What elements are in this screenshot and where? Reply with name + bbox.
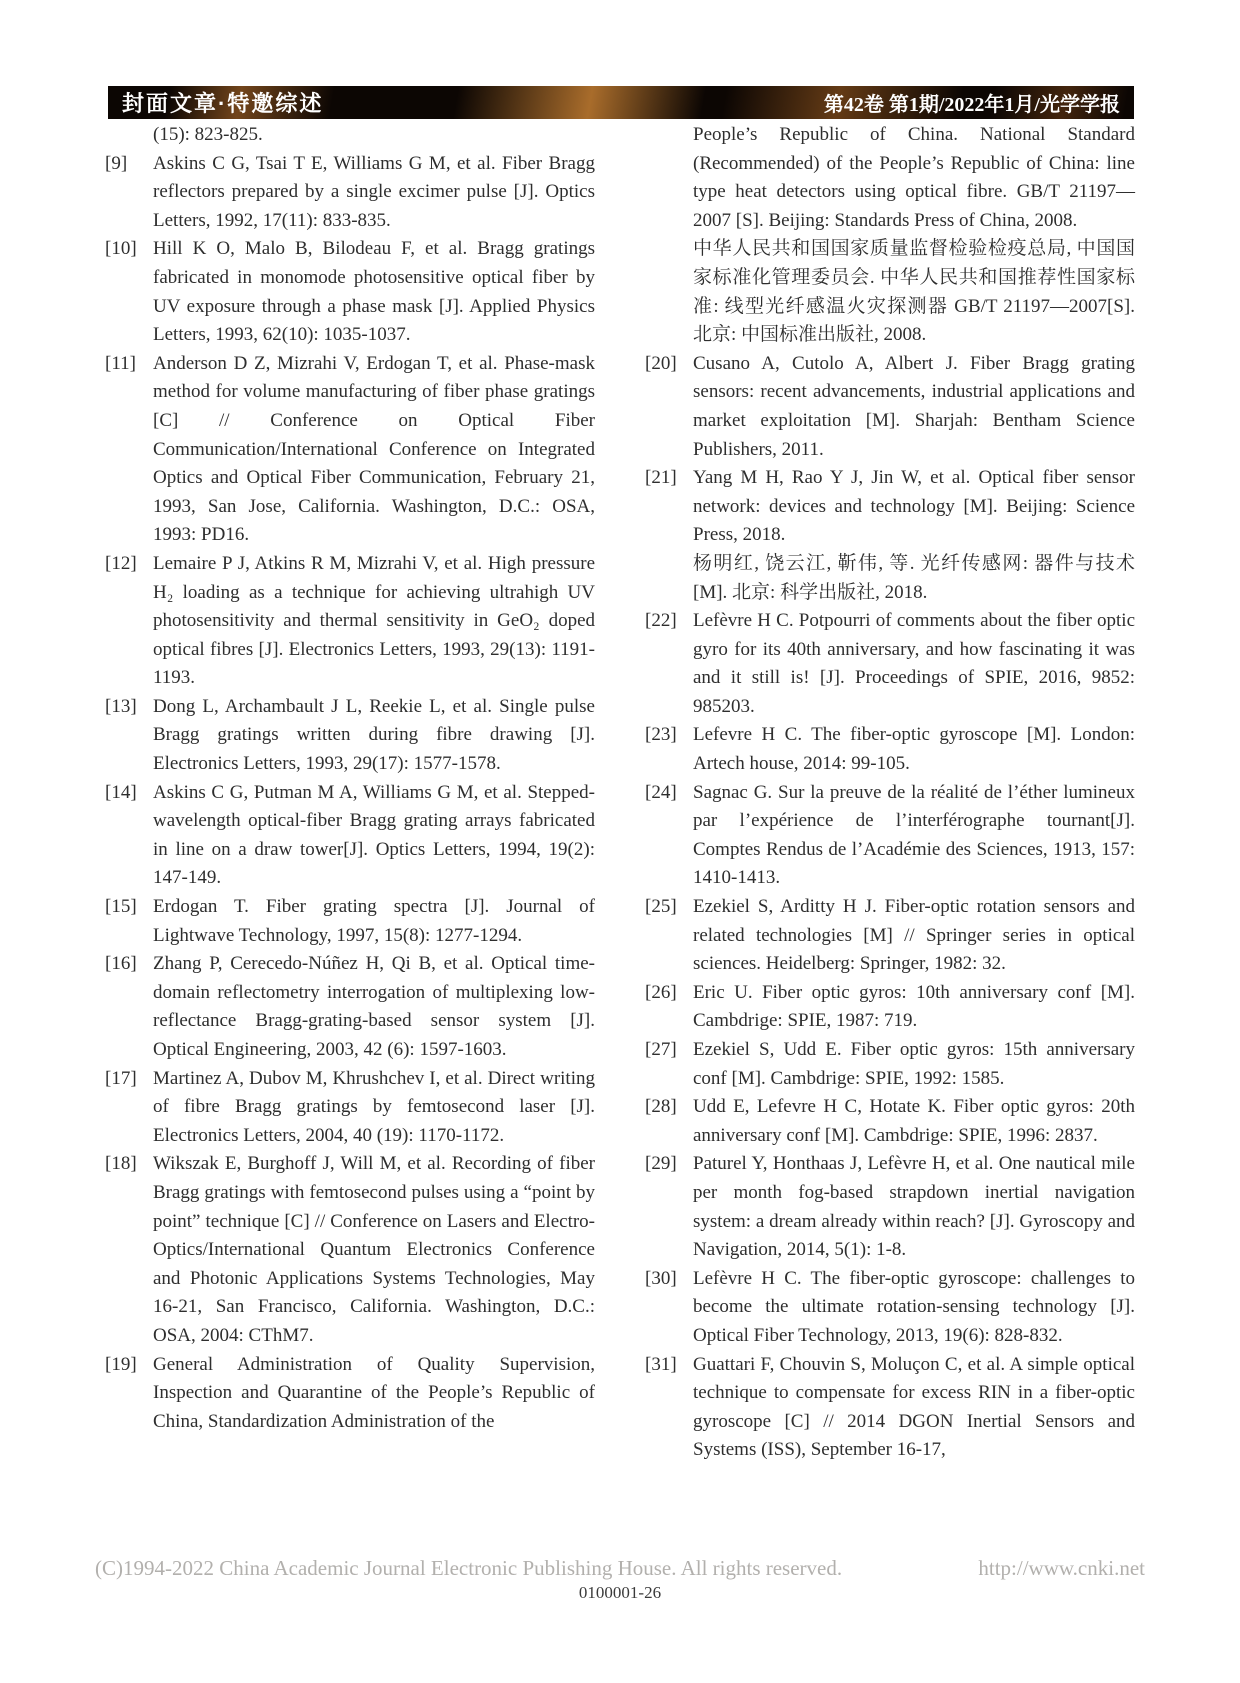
reference-number: [20] (645, 352, 677, 374)
reference-text-cn: 中华人民共和国国家质量监督检验检疫总局, 中国国家标准化管理委员会. 中华人民共和国推荐性国家标准: 线型光纤感温火灾探测器 GB/T 21197—2007[S]. 北京: 中国标准出版社, 2008. (693, 238, 1135, 346)
reference-text: Udd E, Lefevre H C, Hotate K. Fiber optic gyros: 20th anniversary conf [M]. Cambdrige: SPIE, 1996: 2837. (693, 1096, 1135, 1146)
reference-item (645, 464, 1135, 607)
reference-item (105, 693, 595, 779)
reference-number: [23] (645, 724, 677, 746)
reference-text: Eric U. Fiber optic gyros: 10th anniversary conf [M]. Cambdrige: SPIE, 1987: 719. (693, 981, 1135, 1032)
reference-item (105, 350, 595, 550)
reference-text: Askins C G, Putman M A, Williams G M, et al. Stepped-wavelength optical-fiber Bragg grating arrays fabricated in line on a draw tower[J]. Optics Letters, 1994, 19(2): 147-149. (153, 781, 595, 889)
reference-number: [28] (645, 1096, 677, 1118)
reference-item (105, 779, 595, 893)
reference-item (645, 893, 1135, 979)
reference-number: [18] (105, 1153, 137, 1175)
reference-text: Zhang P, Cerecedo-Núñez H, Qi B, et al. Optical time-domain reflectometry interrogation of multiplexing low-reflectance Bragg-grating-based sensor system [J]. Optical Engineering, 2003, 42 (6): 1597-1603. (153, 953, 595, 1060)
reference-text: (15): 823-825. (153, 124, 263, 145)
references-columns (105, 121, 1135, 1465)
reference-number: [26] (645, 981, 677, 1003)
reference-number: [25] (645, 896, 677, 918)
reference-text: Sagnac G. Sur la preuve de la réalité de l’éther lumineux par l’expérience de l’interférographe tournant[J]. Comptes Rendus de l’Académie des Sciences, 1913, 157: 1410-1413. (693, 781, 1135, 889)
reference-number: [29] (645, 1153, 677, 1175)
reference-text: Erdogan T. Fiber grating spectra [J]. Journal of Lightwave Technology, 1997, 15(8): 1277-1294. (153, 896, 595, 946)
cnki-url-link[interactable]: http://www.cnki.net (978, 1556, 1145, 1580)
reference-item (105, 150, 595, 236)
reference-text: Martinez A, Dubov M, Khrushchev I, et al. Direct writing of fibre Bragg gratings by femtosecond laser [J]. Electronics Letters, 2004, 40 (19): 1170-1172. (153, 1067, 595, 1146)
reference-text: Lefevre H C. The fiber-optic gyroscope [M]. London: Artech house, 2014: 99-105. (693, 724, 1135, 775)
reference-item (105, 950, 595, 1064)
reference-text: Paturel Y, Honthaas J, Lefèvre H, et al. One nautical mile per month fog-based strapdown inertial navigation system: a dream already within reach? [J]. Gyroscopy and Navigation, 2014, 5(1): 1-8. (693, 1153, 1135, 1261)
page-number: 0100001-26 (578, 1583, 662, 1602)
reference-number: [19] (105, 1353, 137, 1375)
reference-number: [24] (645, 781, 677, 803)
references-right-column (645, 121, 1135, 1465)
reference-number: [9] (105, 152, 128, 174)
references-left-column (105, 121, 595, 1465)
header-issue-info: 第42卷 第1期/2022年1月/光学学报 (823, 94, 1120, 116)
reference-item (105, 235, 595, 349)
reference-item (645, 979, 1135, 1036)
reference-text: Anderson D Z, Mizrahi V, Erdogan T, et al. Phase-mask method for volume manufacturing of fiber phase gratings [C] // Conference on Optical Fiber Communication/International Conference on Integrated Optics and Optical Fiber Communication, February 21, 1993, San Jose, California. Washington, D.C.: OSA, 1993: PD16. (153, 352, 595, 546)
reference-item (645, 607, 1135, 721)
reference-text: Cusano A, Cutolo A, Albert J. Fiber Bragg grating sensors: recent advancements, industrial applications and market exploitation [M]. Sharjah: Bentham Science Publishers, 2011. (693, 352, 1135, 460)
reference-number (645, 121, 693, 350)
reference-text: Askins C G, Tsai T E, Williams G M, et al. Fiber Bragg reflectors prepared by a single excimer pulse [J]. Optics Letters, 1992, 17(11): 833-835. (153, 152, 595, 231)
reference-number: [16] (105, 953, 137, 975)
reference-text: Ezekiel S, Arditty H J. Fiber-optic rotation sensors and related technologies [M] // Springer series in optical sciences. Heidelberg: Springer, 1982: 32. (693, 896, 1135, 975)
reference-item (645, 1265, 1135, 1351)
reference-number: [15] (105, 896, 137, 918)
reference-number: [22] (645, 610, 677, 632)
reference-text: Lemaire P J, Atkins R M, Mizrahi V, et al. High pressure H₂ loading as a technique for achieving ultrahigh UV photosensitivity and thermal sensitivity in GeO₂ doped optical fibres [J]. Electronics Letters, 1993, 29(13): 1191-1193. (153, 552, 595, 689)
reference-number: [13] (105, 695, 137, 717)
reference-item (645, 1036, 1135, 1093)
reference-item (105, 1065, 595, 1151)
reference-text: Lefèvre H C. Potpourri of comments about the fiber optic gyro for its 40th anniversary, and how fascinating it was and it still is! [J]. Proceedings of SPIE, 2016, 9852: 985203. (693, 610, 1135, 717)
copyright-notice: (C)1994-2022 China Academic Journal Electronic Publishing House. All rights reserved. (95, 1556, 843, 1580)
reference-item (645, 721, 1135, 778)
reference-number: [27] (645, 1039, 677, 1060)
copyright-row (95, 1556, 1145, 1580)
page-header-band (108, 86, 1134, 119)
reference-item (645, 1351, 1135, 1465)
reference-text: People’s Republic of China. National Standard (Recommended) of the People’s Republic of China: line type heat detectors using optical fibre. GB/T 21197—2007 [S]. Beijing: Standards Press of China, 2008. (693, 124, 1135, 231)
header-section-title: 封面文章·特邀综述 (122, 91, 324, 116)
reference-item (105, 1351, 595, 1437)
reference-item (645, 350, 1135, 464)
reference-number: [12] (105, 552, 137, 574)
reference-text: Lefèvre H C. The fiber-optic gyroscope: challenges to become the ultimate rotation-sensing technology [J]. Optical Fiber Technology, 2013, 19(6): 828-832. (693, 1267, 1135, 1346)
reference-item (645, 121, 1135, 350)
reference-text: Dong L, Archambault J L, Reekie L, et al. Single pulse Bragg gratings written during fibre drawing [J]. Electronics Letters, 1993, 29(17): 1577-1578. (153, 695, 595, 775)
reference-item (105, 121, 595, 150)
reference-text: Yang M H, Rao Y J, Jin W, et al. Optical fiber sensor network: devices and technology [M]. Beijing: Science Press, 2018. (693, 467, 1135, 546)
reference-text: Guattari F, Chouvin S, Moluçon C, et al. A simple optical technique to compensate for excess RIN in a fiber-optic gyroscope [C] // 2014 DGON Inertial Sensors and Systems (ISS), September 16-17, (693, 1353, 1135, 1461)
reference-text: Hill K O, Malo B, Bilodeau F, et al. Bragg gratings fabricated in monomode photosensitive optical fiber by UV exposure through a phase mask [J]. Applied Physics Letters, 1993, 62(10): 1035-1037. (153, 238, 595, 346)
reference-number (105, 121, 153, 150)
reference-item (105, 893, 595, 950)
reference-text: Wikszak E, Burghoff J, Will M, et al. Recording of fiber Bragg gratings with femtosecond pulses using a “point by point” technique [C] // Conference on Lasers and Electro-Optics/International Quantum Electronics Conference and Photonic Applications Systems Technologies, May 16-21, San Francisco, California. Washington, D.C.: OSA, 2004: CThM7. (153, 1153, 595, 1346)
reference-text: General Administration of Quality Supervision, Inspection and Quarantine of the People’s Republic of China, Standardization Administration of the (153, 1353, 595, 1432)
reference-number: [30] (645, 1267, 677, 1289)
reference-item (645, 1150, 1135, 1264)
reference-text-cn: 杨明红, 饶云江, 靳伟, 等. 光纤传感网: 器件与技术[M]. 北京: 科学出版社, 2018. (693, 552, 1135, 603)
reference-item (105, 1150, 595, 1350)
reference-number: [31] (645, 1353, 677, 1375)
reference-item (645, 779, 1135, 893)
reference-item (645, 1093, 1135, 1150)
reference-text: Ezekiel S, Udd E. Fiber optic gyros: 15th anniversary conf [M]. Cambdrige: SPIE, 1992: 1585. (693, 1039, 1135, 1089)
reference-number: [10] (105, 238, 137, 260)
reference-number: [11] (105, 352, 136, 374)
reference-number: [17] (105, 1067, 137, 1089)
reference-number: [21] (645, 467, 677, 489)
reference-item (105, 550, 595, 693)
reference-number: [14] (105, 781, 137, 803)
